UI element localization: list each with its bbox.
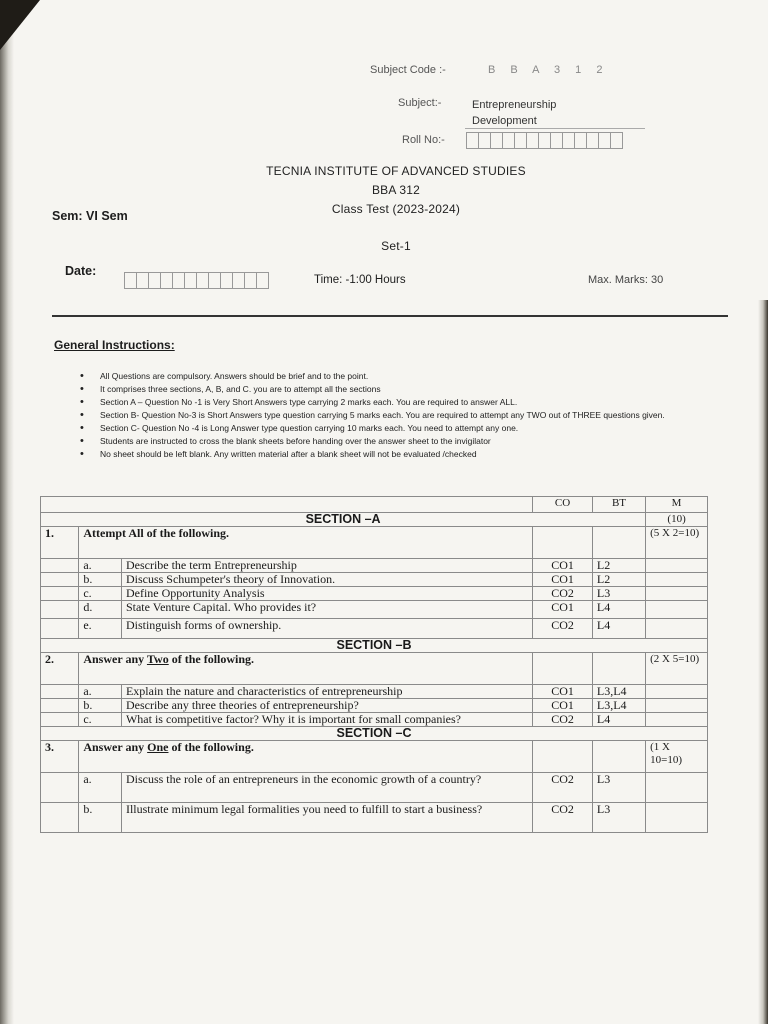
- part-label: c.: [79, 713, 122, 727]
- col-m-header: M: [646, 497, 708, 513]
- max-marks: Max. Marks: 30: [588, 274, 664, 286]
- part-text: Describe the term Entrepreneurship: [121, 559, 532, 573]
- paper-edge-left: [0, 0, 14, 1024]
- table-row: [41, 803, 708, 833]
- part-co: CO1: [533, 573, 593, 587]
- part-label: a.: [79, 559, 122, 573]
- roll-no-label: Roll No:-: [402, 134, 445, 146]
- part-label: c.: [79, 587, 122, 601]
- instructions-heading: General Instructions:: [54, 338, 175, 352]
- date-label: Date:: [65, 264, 97, 278]
- section-a-marks: (10): [646, 513, 708, 527]
- question-number: 1.: [41, 527, 79, 559]
- part-bt: L3,L4: [592, 699, 645, 713]
- background-corner: [0, 0, 40, 50]
- table-row: [41, 559, 708, 573]
- instruction-item: • Section B- Question No-3 is Short Answers type question carrying 5 marks each. You are required to attempt any TWO out of THREE questions given.: [80, 409, 720, 422]
- part-text: Explain the nature and characteristics of entrepreneurship: [121, 685, 532, 699]
- col-bt-header: BT: [592, 497, 645, 513]
- subject-label: Subject:-: [398, 97, 442, 109]
- part-co: CO2: [533, 713, 593, 727]
- roll-no-boxes[interactable]: [466, 132, 622, 149]
- part-co: CO2: [533, 773, 593, 803]
- course-code: BBA 312: [371, 183, 421, 197]
- part-co: CO1: [533, 601, 593, 619]
- part-text: Define Opportunity Analysis: [121, 587, 532, 601]
- part-text: Distinguish forms of ownership.: [121, 619, 532, 639]
- instruction-item: • Students are instructed to cross the blank sheets before handing over the answer sheet to the invigilator: [80, 435, 720, 448]
- question-number: 2.: [41, 653, 79, 685]
- part-text: Illustrate minimum legal formalities you need to fulfill to start a business?: [121, 803, 532, 833]
- part-bt: L3: [592, 803, 645, 833]
- subject-value-line1: Entrepreneurship: [472, 99, 557, 111]
- part-co: CO2: [533, 803, 593, 833]
- semester: Sem: VI Sem: [52, 209, 128, 223]
- date-boxes[interactable]: [124, 272, 268, 289]
- subject-value-line2: Development: [472, 115, 537, 127]
- time-allowed: Time: -1:00 Hours: [314, 274, 406, 286]
- question-number: 3.: [41, 741, 79, 773]
- set-number: Set-1: [381, 239, 411, 253]
- question-marks: (5 X 2=10): [646, 527, 708, 559]
- part-label: e.: [79, 619, 122, 639]
- part-label: d.: [79, 601, 122, 619]
- instructions-list: [80, 370, 720, 461]
- section-a-row: [41, 513, 708, 527]
- part-co: CO1: [533, 559, 593, 573]
- question-1-row: [41, 527, 708, 559]
- part-co: CO1: [533, 699, 593, 713]
- part-text: Discuss Schumpeter's theory of Innovation.: [121, 573, 532, 587]
- section-c-title: SECTION –C: [336, 726, 412, 740]
- part-text: State Venture Capital. Who provides it?: [121, 601, 532, 619]
- part-text: Describe any three theories of entrepreneurship?: [121, 699, 532, 713]
- table-row: [41, 601, 708, 619]
- table-row: [41, 699, 708, 713]
- section-b-row: [41, 639, 708, 653]
- part-label: b.: [79, 699, 122, 713]
- instruction-item: • No sheet should be left blank. Any written material after a blank sheet will not be evaluated /checked: [80, 448, 720, 461]
- table-row: [41, 619, 708, 639]
- part-bt: L3,L4: [592, 685, 645, 699]
- question-marks: (1 X 10=10): [646, 741, 708, 773]
- header-divider: [52, 315, 728, 317]
- part-label: b.: [79, 803, 122, 833]
- subject-underline: [465, 128, 645, 129]
- table-row: [41, 773, 708, 803]
- question-marks: (2 X 5=10): [646, 653, 708, 685]
- instruction-item: • Section C- Question No -4 is Long Answer type question carrying 10 marks each. You need to attempt any one.: [80, 422, 720, 435]
- section-c-row: [41, 727, 708, 741]
- instruction-item: • All Questions are compulsory. Answers should be brief and to the point.: [80, 370, 720, 383]
- instruction-item: • Section A – Question No -1 is Very Short Answers type carrying 2 marks each. You are required to answer ALL.: [80, 396, 720, 409]
- question-text: Attempt All of the following.: [79, 527, 533, 559]
- part-co: CO1: [533, 685, 593, 699]
- table-row: [41, 713, 708, 727]
- institute-name: TECNIA INSTITUTE OF ADVANCED STUDIES: [266, 164, 526, 178]
- table-row: [41, 587, 708, 601]
- part-co: CO2: [533, 587, 593, 601]
- test-title: Class Test (2023-2024): [331, 202, 461, 216]
- question-3-row: [41, 741, 708, 773]
- section-b-title: SECTION –B: [336, 638, 412, 652]
- part-text: What is competitive factor? Why it is important for small companies?: [121, 713, 532, 727]
- part-label: a.: [79, 773, 122, 803]
- question-text: Answer any One of the following.: [79, 741, 533, 773]
- table-row: [41, 573, 708, 587]
- part-label: b.: [79, 573, 122, 587]
- table-row: [41, 685, 708, 699]
- part-bt: L4: [592, 619, 645, 639]
- part-label: a.: [79, 685, 122, 699]
- part-bt: L2: [592, 559, 645, 573]
- question-text: Answer any Two of the following.: [79, 653, 533, 685]
- part-bt: L4: [592, 713, 645, 727]
- part-co: CO2: [533, 619, 593, 639]
- question-2-row: [41, 653, 708, 685]
- table-header-row: [41, 497, 708, 513]
- part-bt: L3: [592, 773, 645, 803]
- subject-code-label: Subject Code :-: [370, 64, 446, 76]
- col-co-header: CO: [533, 497, 593, 513]
- question-table: [40, 496, 708, 833]
- paper-edge-right: [758, 300, 768, 1024]
- part-text: Discuss the role of an entrepreneurs in the economic growth of a country?: [121, 773, 532, 803]
- instruction-item: • It comprises three sections, A, B, and C. you are to attempt all the sections: [80, 383, 720, 396]
- part-bt: L4: [592, 601, 645, 619]
- part-bt: L3: [592, 587, 645, 601]
- subject-code-value: B B A 3 1 2: [488, 64, 609, 76]
- part-bt: L2: [592, 573, 645, 587]
- section-a-title: SECTION –A: [305, 512, 381, 526]
